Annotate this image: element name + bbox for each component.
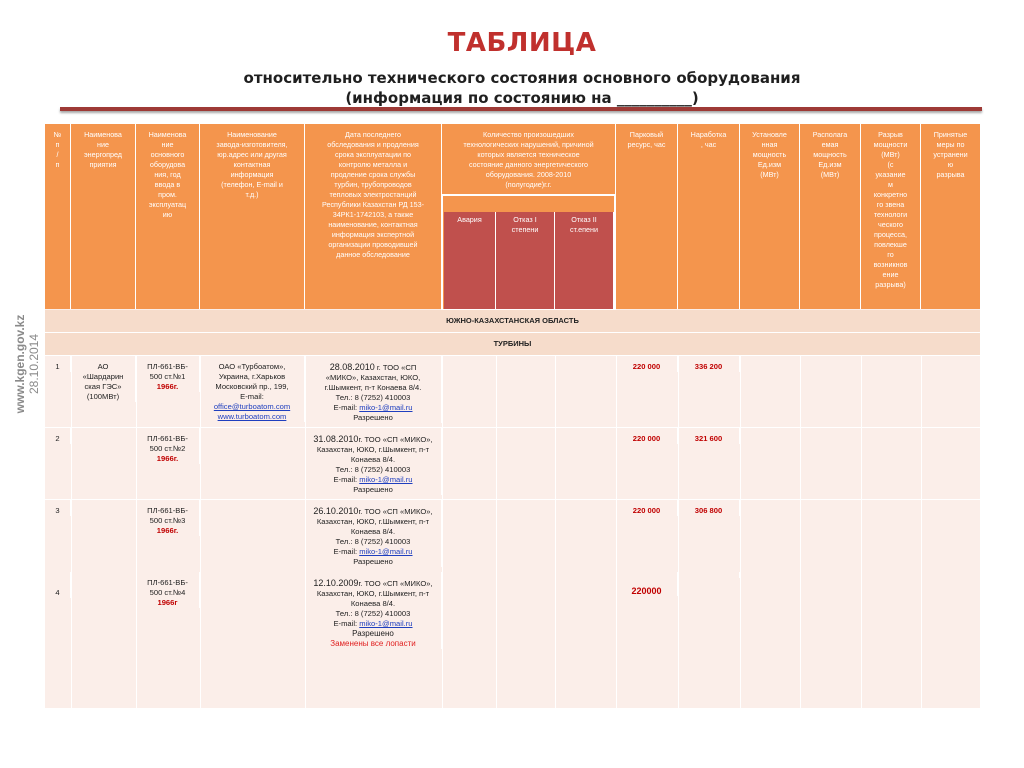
col-divider xyxy=(740,355,741,708)
side-watermark xyxy=(13,309,41,419)
equipment-year: 1966г. xyxy=(156,382,179,391)
park-resource: 220 000 xyxy=(616,500,678,516)
equipment-year: 1966г. xyxy=(156,454,179,463)
equipment-cell xyxy=(136,356,200,392)
title-divider xyxy=(60,107,982,111)
equipment-table xyxy=(45,124,980,708)
header-gap: Разрыв мощности (МВт) (с указание м конкретно го звена технологи ческого процесса, повлекше го возникнов ение разрыва) xyxy=(861,124,921,309)
subheader-accident: Авария xyxy=(444,212,496,309)
header-hours: Наработка , час xyxy=(678,124,740,309)
equipment-cell xyxy=(136,572,200,608)
park-resource: 220 000 xyxy=(616,428,678,444)
manufacturer-email-link[interactable]: office@turboatom.com xyxy=(213,402,291,411)
subtitle-line-1: относительно технического состояния основного оборудования xyxy=(243,69,801,87)
header-company: Наименова ние энергопред приятия xyxy=(71,124,136,309)
equipment-year: 1966г. xyxy=(156,526,179,535)
manufacturer-text: ОАО «Турбоатом», Украина, г.Харьков Московский пр., 199, E-mail: xyxy=(215,362,289,401)
header-park: Парковый ресурс, час xyxy=(616,124,678,309)
inspection-date: 26.10.2010 xyxy=(313,506,359,516)
col-divider xyxy=(678,355,679,708)
inspection-note: Заменены все лопасти xyxy=(330,639,416,648)
header-measures: Принятые меры по устранени ю разрыва xyxy=(921,124,980,309)
col-divider xyxy=(496,355,497,708)
inspection-date: 31.08.2010 xyxy=(313,434,359,444)
col-divider xyxy=(442,355,443,708)
company-name: АО «Шардарин ская ГЭС» (100МВт) xyxy=(71,356,136,402)
inspection-status: Разрешено xyxy=(353,557,393,566)
equipment-name: ПЛ-661-ВБ- 500 ст.№1 xyxy=(147,362,188,381)
inspection-status: Разрешено xyxy=(352,629,394,638)
equipment-name: ПЛ-661-ВБ- 500 ст.№3 xyxy=(147,506,188,525)
header-installed: Установле нная мощность Ед.изм (МВт) xyxy=(740,124,800,309)
inspection-text: г. ТОО «СП «МИКО», Казахстан, ЮКО, г.Шымкент, п-т Конаева 8/4. Тел.: 8 (7252) 410003 E-mail: xyxy=(316,507,433,556)
page-subtitle xyxy=(0,68,1024,108)
operating-hours: 321 600 xyxy=(678,428,740,444)
row-num: 3 xyxy=(45,500,71,516)
inspection-text: г. ТОО «СП «МИКО», Казахстан, ЮКО, г.Шымкент, п-т Конаева 8/4. Тел.: 8 (7252) 410003 E-mail: xyxy=(316,435,433,484)
region-band: ЮЖНО-КАЗАХСТАНСКАЯ ОБЛАСТЬ xyxy=(45,310,980,332)
inspection-cell xyxy=(305,428,442,495)
operating-hours: 306 800 xyxy=(678,500,740,516)
equipment-year: 1966г xyxy=(157,598,178,607)
equipment-cell xyxy=(136,500,200,536)
inspection-date: 12.10.2009 xyxy=(313,578,359,588)
inspection-text: г. ТОО «СП «МИКО», Казахстан, ЮКО, г.Шымкент, п-т Конаева 8/4. Тел.: 8 (7252) 410003 E-mail: xyxy=(324,363,422,412)
section-band: ТУРБИНЫ xyxy=(45,333,980,355)
equipment-name: ПЛ-661-ВБ- 500 ст.№4 xyxy=(147,578,188,597)
inspection-email-link[interactable]: miko-1@mail.ru xyxy=(359,403,413,412)
header-equipment: Наименова ние основного оборудова ния, год ввода в пром. эксплуатац ию xyxy=(136,124,200,309)
subheader-fail-2: Отказ II ст.епени xyxy=(555,212,614,309)
col-divider xyxy=(921,355,922,708)
header-violations: Количество произошедших технологических нарушений, причиной которых является техническое состояние данного энергетического оборудования. 2008-2010 (полугодие)г.г. xyxy=(442,124,616,309)
manufacturer-cell xyxy=(200,356,305,422)
inspection-cell xyxy=(305,500,442,567)
row-num: 2 xyxy=(45,428,71,444)
inspection-email-link[interactable]: miko-1@mail.ru xyxy=(359,475,413,484)
subheader-fail-1: Отказ I степени xyxy=(496,212,555,309)
operating-hours xyxy=(678,572,740,578)
row-divider xyxy=(45,332,980,333)
inspection-email-link[interactable]: miko-1@mail.ru xyxy=(359,547,413,556)
header-manufacturer: Наименование завода-изготовителя, юр.адрес или другая контактная информация (телефон, E-mail и т.д.) xyxy=(200,124,305,309)
side-date-text: 28.10.2014 xyxy=(27,333,41,395)
side-site-text: www.kgen.gov.kz xyxy=(13,314,27,414)
inspection-cell xyxy=(305,572,442,649)
park-resource: 220000 xyxy=(616,572,678,596)
col-divider xyxy=(861,355,862,708)
operating-hours: 336 200 xyxy=(678,356,740,372)
row-divider xyxy=(136,427,980,428)
col-divider xyxy=(71,355,72,708)
subtitle-line-2: (информация по состоянию на __________) xyxy=(345,89,699,107)
header-num: № п / п xyxy=(45,124,71,309)
park-resource: 220 000 xyxy=(616,356,678,372)
equipment-name: ПЛ-661-ВБ- 500 ст.№2 xyxy=(147,434,188,453)
header-inspection: Дата последнего обследования и продления срока эксплуатации по контролю металла и продление срока службы турбин, трубопроводов тепловых электростанций Республики Казахстан РД 153- 34РК1-1742103, а также наименование, контактная информация экспертной организации проводившей данное обследование xyxy=(305,124,442,309)
col-divider xyxy=(800,355,801,708)
col-divider xyxy=(555,355,556,708)
inspection-cell xyxy=(305,356,442,423)
inspection-date: 28.08.2010 xyxy=(329,362,375,372)
manufacturer-site-link[interactable]: www.turboatom.com xyxy=(217,412,287,421)
row-num: 4 xyxy=(45,572,71,598)
inspection-email-link[interactable]: miko-1@mail.ru xyxy=(359,619,413,628)
equipment-cell xyxy=(136,428,200,464)
header-available: Располага емая мощность Ед.изм (МВт) xyxy=(800,124,861,309)
col-divider xyxy=(616,355,617,708)
page-title: ТАБЛИЦА xyxy=(447,28,597,58)
inspection-text: г. ТОО «СП «МИКО», Казахстан, ЮКО, г.Шымкент, п-т Конаева 8/4. Тел.: 8 (7252) 410003 E-mail: xyxy=(316,579,433,628)
inspection-status: Разрешено xyxy=(353,413,393,422)
row-num: 1 xyxy=(45,356,71,372)
inspection-status: Разрешено xyxy=(353,485,393,494)
